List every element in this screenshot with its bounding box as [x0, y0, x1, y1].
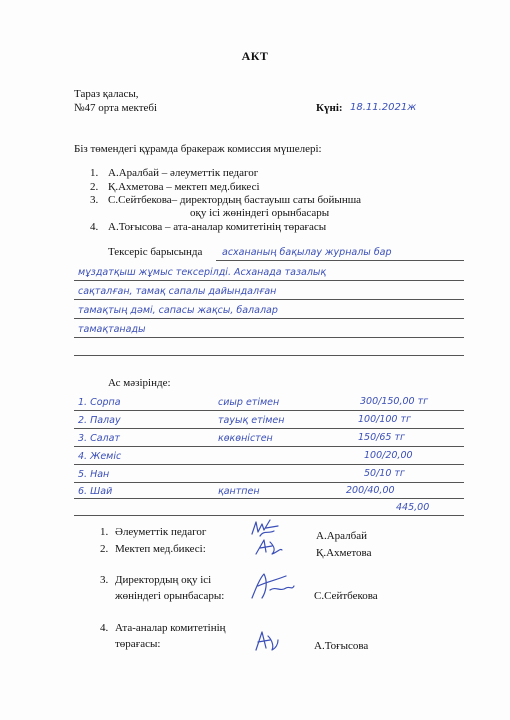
inspection-label: Тексеріс барысында — [108, 246, 203, 258]
signer-name-4: А.Тоғысова — [314, 640, 369, 652]
menu-rule-6 — [74, 498, 464, 499]
document-title: АКТ — [241, 49, 269, 63]
menu-rule-5 — [74, 482, 464, 483]
menu-item-desc-1: сиыр етімен — [218, 397, 280, 408]
menu-item-amount-3: 150/65 тг — [358, 432, 405, 443]
menu-item-amount-6: 200/40,00 — [346, 485, 395, 496]
inspection-hw-5: тамақтанады — [78, 324, 146, 335]
signer-role-2: Мектеп мед.бикесі: — [115, 543, 206, 555]
signer-role-1: Әлеуметтік педагог — [115, 526, 207, 538]
menu-total: 445,00 — [396, 502, 430, 513]
menu-item-desc-6: қантпен — [218, 486, 260, 497]
member-text-1: А.Аралбай – әлеуметтік педагог — [108, 167, 259, 179]
signer-role-3a: Директордың оқу ісі — [115, 574, 212, 586]
inspection-rule-5 — [74, 337, 464, 338]
signature-2-icon — [252, 536, 288, 558]
inspection-rule-4 — [74, 318, 464, 319]
inspection-hw-1: асхананың бақылау журналы бар — [222, 247, 392, 258]
menu-item-name-4: 4. Жеміс — [78, 451, 122, 462]
menu-item-name-1: 1. Сорпа — [78, 397, 121, 408]
member-text-2: Қ.Ахметова – мектеп мед.бикесі — [108, 181, 260, 193]
menu-item-amount-2: 100/100 тг — [358, 414, 412, 425]
signature-4-icon — [250, 626, 282, 654]
menu-item-amount-4: 100/20,00 — [364, 450, 413, 461]
member-num-3: 3. — [90, 194, 99, 206]
menu-rule-3 — [74, 446, 464, 447]
inspection-rule-2 — [74, 280, 464, 281]
menu-item-amount-1: 300/150,00 тг — [360, 396, 429, 407]
inspection-rule-6 — [74, 355, 464, 356]
menu-label: Ас мәзірінде: — [108, 377, 171, 389]
menu-item-name-2: 2. Палау — [78, 415, 121, 426]
signer-num-2: 2. — [100, 543, 109, 555]
signer-role-3b: жөніндегі орынбасары: — [115, 590, 225, 602]
menu-rule-1 — [74, 410, 464, 411]
city-line: Тараз қаласы, — [74, 88, 139, 100]
member-num-4: 4. — [90, 221, 99, 233]
menu-rule-4 — [74, 464, 464, 465]
signer-role-4b: төрағасы: — [115, 638, 161, 650]
member-num-1: 1. — [90, 167, 99, 179]
signature-1-icon — [246, 516, 286, 538]
member-text-3b: оқу ісі жөніндегі орынбасары — [190, 207, 330, 219]
member-text-4: А.Тоғысова – ата-аналар комитетінің төрағасы — [108, 221, 327, 233]
inspection-rule-1 — [216, 260, 464, 261]
date-label: Күні: — [316, 102, 343, 114]
member-text-3: С.Сейтбекова– директордың бастауыш саты бойынша — [108, 194, 362, 206]
menu-item-amount-5: 50/10 тг — [364, 468, 405, 479]
inspection-hw-4: тамақтың дәмі, сапасы жақсы, балалар — [78, 305, 278, 316]
intro-text: Біз төмендегі құрамда бракераж комиссия мүшелері: — [74, 143, 322, 155]
signer-num-3: 3. — [100, 574, 109, 586]
inspection-rule-3 — [74, 299, 464, 300]
menu-item-name-6: 6. Шай — [78, 486, 113, 497]
signer-name-1: А.Аралбай — [316, 530, 367, 542]
inspection-hw-2: мұздатқыш жұмыс тексерілді. Асханада тазалық — [78, 267, 327, 278]
date-value: 18.11.2021ж — [350, 102, 417, 113]
menu-rule-2 — [74, 428, 464, 429]
school-line: №47 орта мектебі — [74, 102, 158, 114]
signer-num-1: 1. — [100, 526, 109, 538]
menu-item-desc-3: көкөністен — [218, 433, 273, 444]
signer-role-4a: Ата-аналар комитетінің — [115, 622, 226, 634]
signature-3-icon — [246, 568, 298, 604]
menu-item-name-5: 5. Нан — [78, 469, 110, 480]
menu-item-name-3: 3. Салат — [78, 433, 120, 444]
signer-num-4: 4. — [100, 622, 109, 634]
menu-item-desc-2: тауық етімен — [218, 415, 285, 426]
signer-name-3: С.Сейтбекова — [314, 590, 378, 602]
member-num-2: 2. — [90, 181, 99, 193]
inspection-hw-3: сақталған, тамақ сапалы дайындалған — [78, 286, 277, 297]
signer-name-2: Қ.Ахметова — [316, 547, 372, 559]
